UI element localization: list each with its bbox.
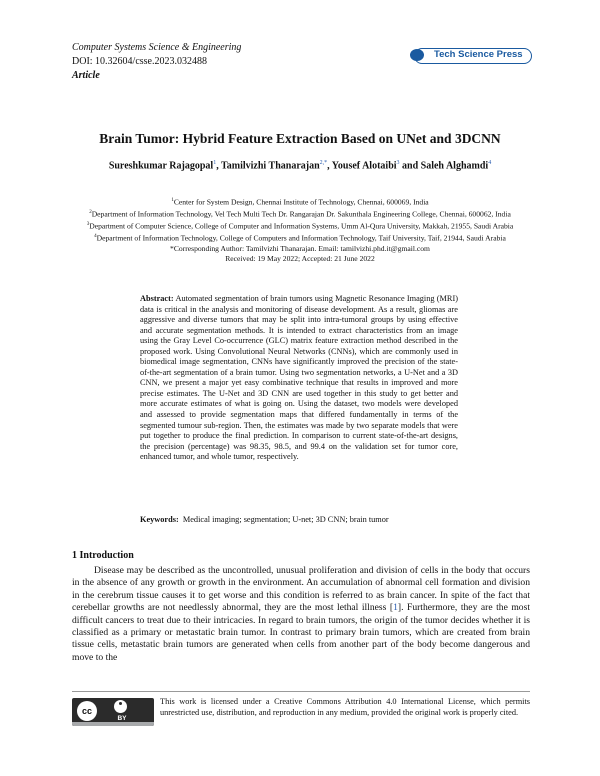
author-name: Sureshkumar Rajagopal xyxy=(108,160,214,172)
journal-name: Computer Systems Science & Engineering xyxy=(72,42,242,53)
cc-by-license-badge[interactable] xyxy=(72,698,154,726)
author-name: Tamilvizhi Thanarajan xyxy=(221,160,320,172)
author-affil-mark[interactable]: 1 xyxy=(213,160,217,166)
abstract-label: Abstract: xyxy=(140,294,174,303)
paper-title: Brain Tumor: Hybrid Feature Extraction Based on UNet and 3DCNN xyxy=(99,131,501,146)
cc-icon: cc xyxy=(77,701,97,721)
affiliations xyxy=(0,196,600,265)
publisher-swoosh-icon xyxy=(410,49,424,61)
author-list: Sureshkumar Rajagopal$^1$, Tamilvizhi Thanarajan$^{2,*}$, Yousef Alotaibi$^3$ and Saleh Alghamdi$^4$ xyxy=(108,160,492,172)
author-name: Yousef Alotaibi xyxy=(331,160,397,172)
introduction-paragraph: Disease may be described as the uncontrolled, unusual proliferation and division of cells in the body that occurs in the absence of any growth or growth in the environment. An accumulation of abnormal cell formation and division in the cerebrum tissue causes it to get worse and this condition is referred to as brain cancer. In spite of the fact that cerebellar growths are not needlessly abnormal, they are the most lethal illness [1]. Furthermore, they are the most difficult cancers to treat due to their intricacies. In regard to brain tumors, the origin of the tumor decides whether it is classified as a primary or metastatic brain tumor. In contrast to primary brain tumors, which are created from brain tissue cells, metastatic brain tumors are generated when cells from another part of the body become dangerous and move to the xyxy=(72,565,530,663)
article-type: Article xyxy=(72,70,100,81)
keywords xyxy=(140,515,470,524)
affiliation-line: $^4$Department of Information Technology, College of Computers and Information Technology, Taif University, Taif, 21944, Saudi Arabia xyxy=(94,233,506,243)
publisher-name: Tech Science Press xyxy=(434,49,523,60)
author-affil-mark[interactable]: 2,* xyxy=(319,160,328,166)
received-accepted-dates: Received: 19 May 2022; Accepted: 21 June 2022 xyxy=(225,254,375,264)
corresponding-author: *Corresponding Author: Tamilvizhi Thanarajan. Email: tamilvizhi.phd.it@gmail.com xyxy=(170,243,430,253)
author-name: Saleh Alghamdi xyxy=(420,160,489,172)
abstract xyxy=(140,294,458,463)
affiliation-line: $^1$Center for System Design, Chennai Institute of Technology, Chennai, 600069, India xyxy=(171,197,429,207)
attribution-person-icon xyxy=(114,700,127,713)
footer-divider xyxy=(72,691,530,692)
keywords-text: Medical imaging; segmentation; U-net; 3D CNN; brain tumor xyxy=(182,515,389,524)
publisher-logo xyxy=(410,47,532,63)
badge-strip xyxy=(72,722,154,726)
abstract-text: Automated segmentation of brain tumors using Magnetic Resonance Imaging (MRI) data is critical in the analysis and monitoring of disease development. As a result, gliomas are aggressive and diverse tumors that may be split into intra-tumoral groups by using effective and accurate segmentation methods. It is intended to extract characteristics from an image using the Gray Level Co-occurrence (GLC) matrix feature extraction method described in the proposed work. Using Convolutional Neural Networks (CNNs), which are commonly used in biomedical image segmentation, CNNs have significantly improved the precision of the state-of-the-art segmentation of a brain tumor. Using two segmentation networks, a U-Net and a 3D CNN, we present a major yet easy combinative technique that results in improved and more precise estimates. The U-Net and 3D CNN are used together in this study to get better and more accurate estimates of what is going on. Using the dataset, two models were developed and assessed to provide segmentation maps that differed fundamentally in terms of the segmented tumour sub-region. Then, the estimates was made by two separate models that were put together to produce the final prediction. In comparison to current state-of-the-art designs, the precision (percentage) was 98.35, 98.5, and 99.4 on the validation set for tumor core, enhanced tumor, and whole tumor, respectively. xyxy=(140,294,458,462)
license-text: This work is licensed under a Creative Commons Attribution 4.0 International License, which permits unrestricted use, distribution, and reproduction in any medium, provided the original work is properly cited. xyxy=(160,697,530,717)
section-heading: 1 Introduction xyxy=(72,550,134,561)
author-affil-mark[interactable]: 3 xyxy=(396,160,400,166)
affiliation-line: $^2$Department of Information Technology, Vel Tech Multi Tech Dr. Rangarajan Dr. Sakunthala Engineering College, Chennai, 600062, India xyxy=(89,209,511,219)
affiliation-line: $^3$Department of Computer Science, College of Computer and Information Systems, Umm Al-Qura University, Makkah, 21955, Saudi Arabia xyxy=(86,221,514,231)
keywords-label: Keywords: xyxy=(140,515,179,524)
citation-link[interactable]: 1 xyxy=(393,602,398,614)
doi-text: DOI: 10.32604/csse.2023.032488 xyxy=(72,56,207,67)
author-affil-mark[interactable]: 4 xyxy=(488,160,492,166)
by-label: BY xyxy=(117,715,127,722)
